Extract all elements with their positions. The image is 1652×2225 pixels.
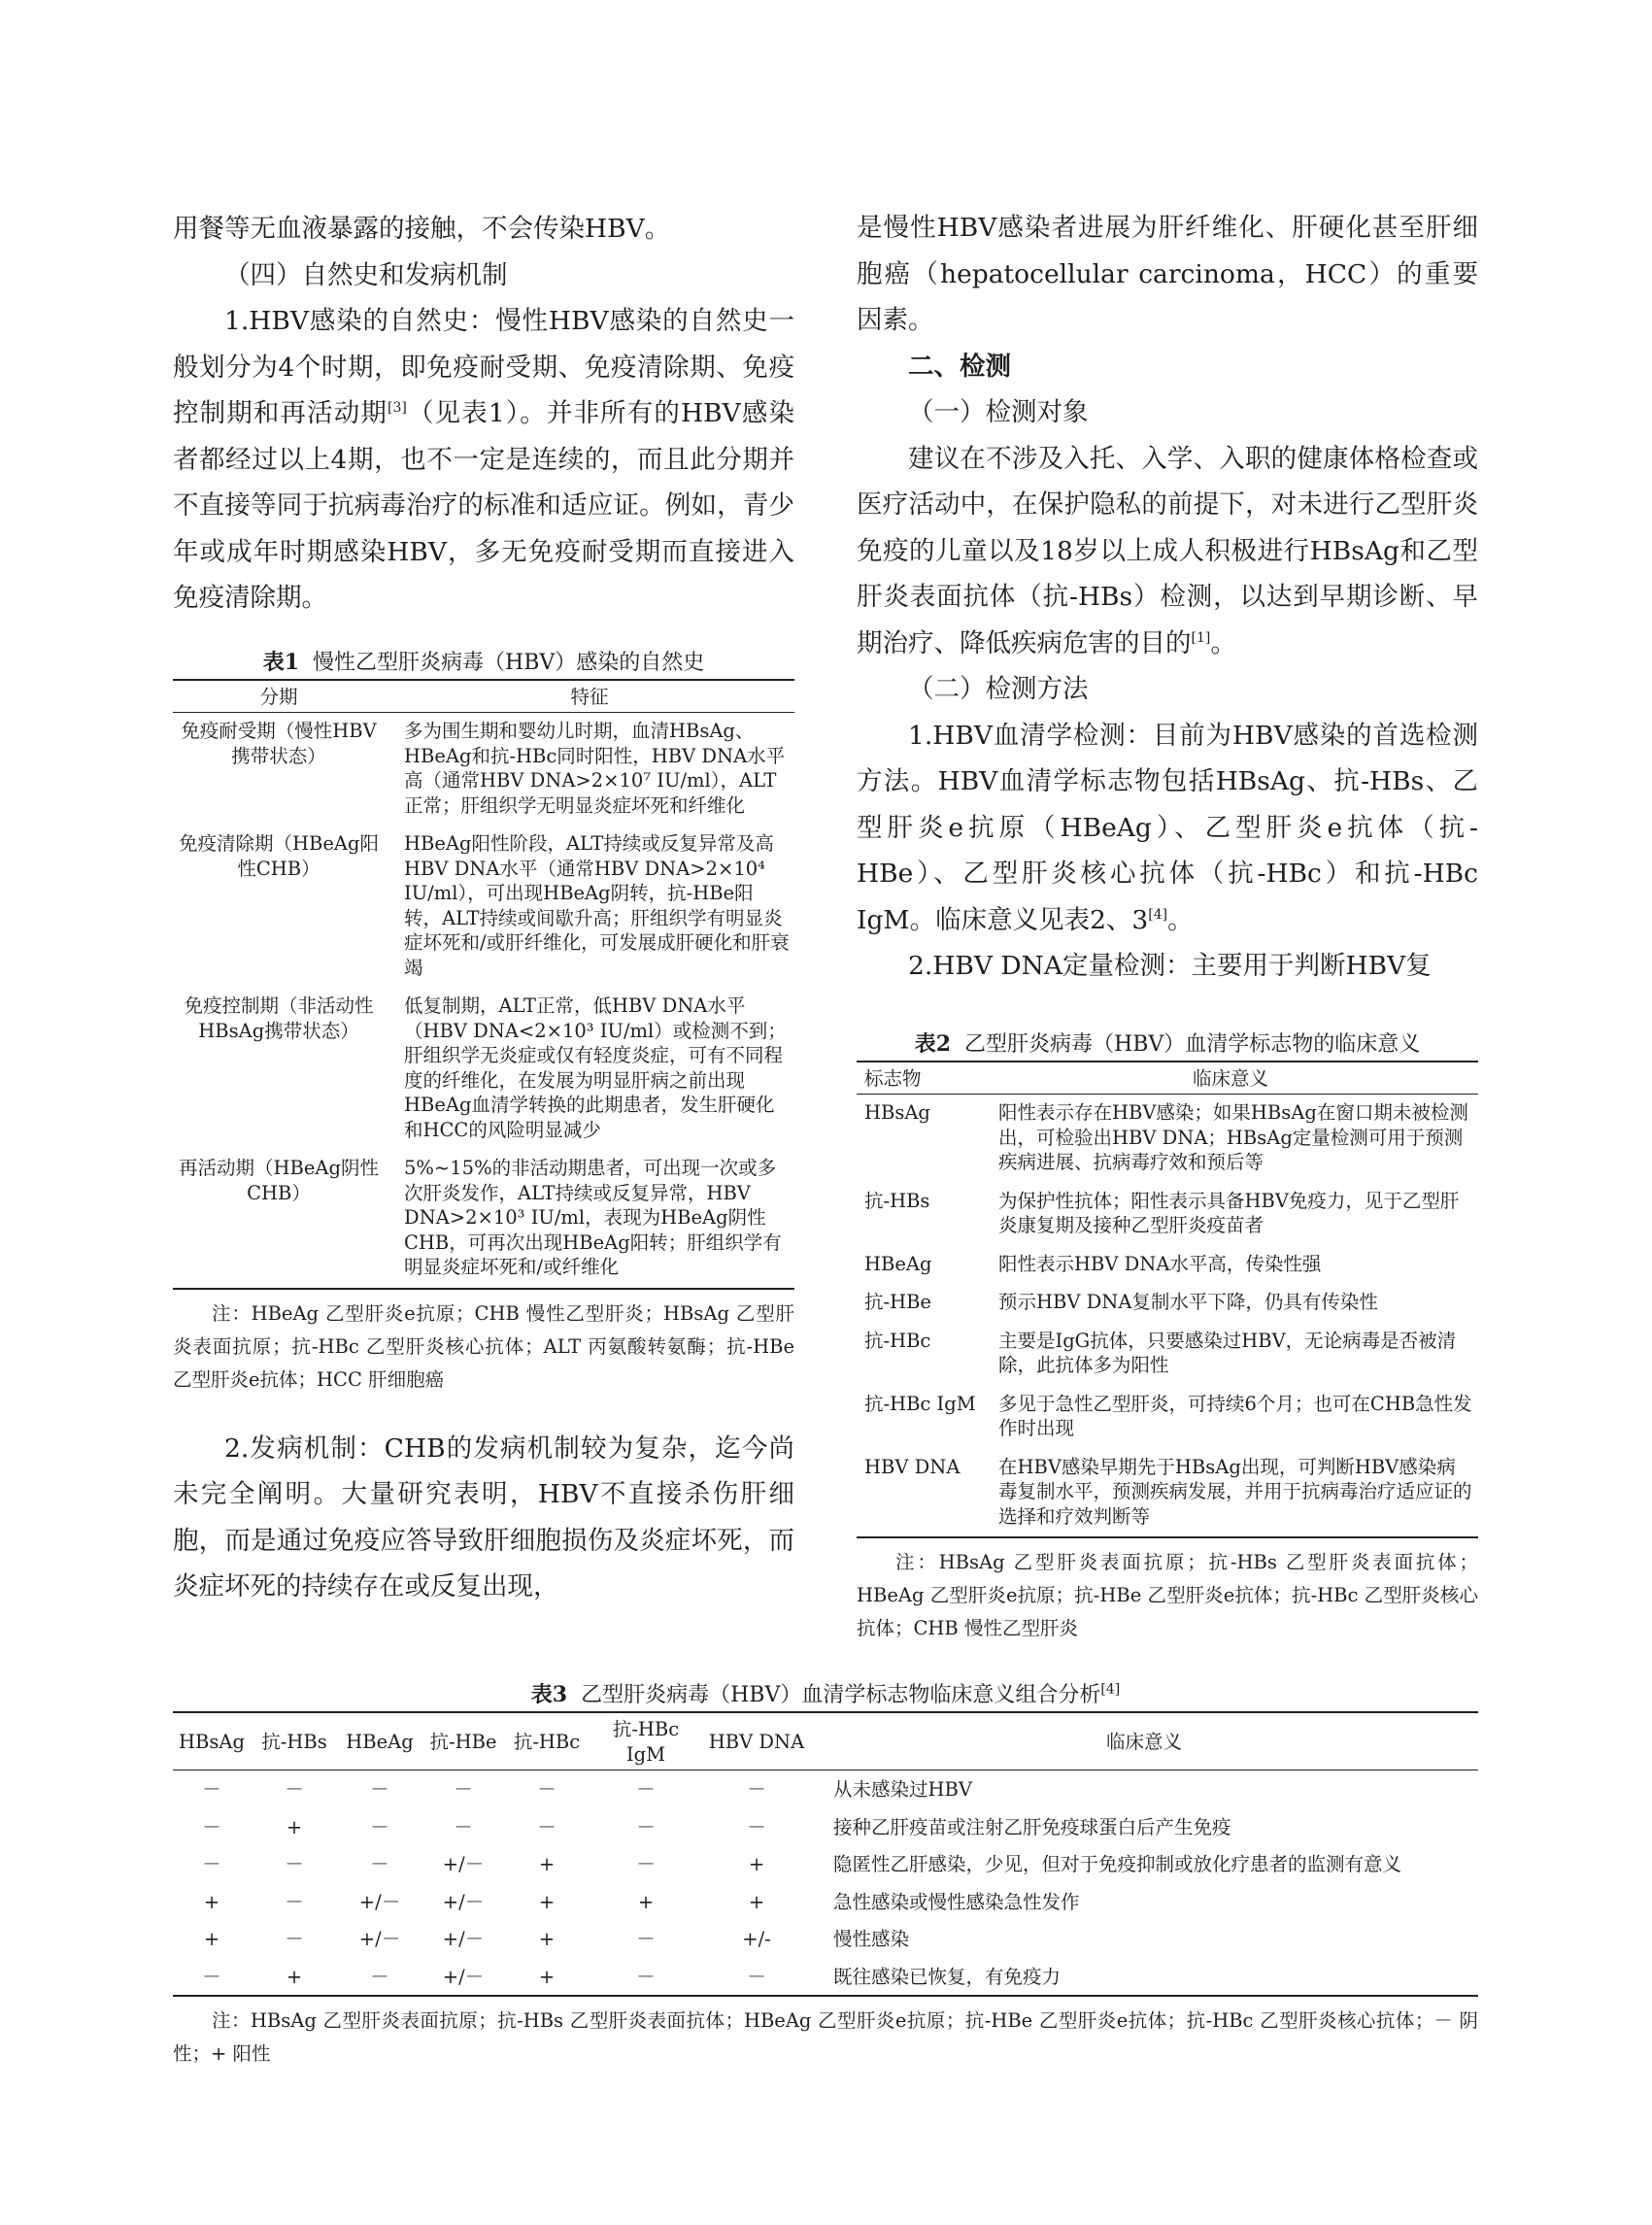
paragraph-natural-history xyxy=(173,298,794,622)
table-3-note: 注：HBsAg 乙型肝炎表面抗原；抗-HBs 乙型肝炎表面抗体；HBeAg 乙型肝炎e抗原；抗-HBe 乙型肝炎e抗体；抗-HBc 乙型肝炎核心抗体；－ 阴性；+ 阳性 xyxy=(173,2009,1478,2065)
table-row xyxy=(173,1958,1478,1997)
table-header-cell: 临床意义 xyxy=(983,1062,1478,1095)
table-row xyxy=(173,1920,1478,1958)
table-cell-feature: 5%~15%的非活动期患者，可出现一次或多次肝炎发作，ALT持续或反复异常，HBV DNA>2×10³ IU/ml，表现为HBeAg阴性CHB，可再次出现HBeAg阳转；肝组织学有明显炎症坏死和/或纤维化 xyxy=(385,1150,794,1289)
table-row xyxy=(857,1095,1478,1183)
table-cell: +/- xyxy=(742,1928,771,1950)
table-cell: － xyxy=(636,1815,656,1838)
paragraph-pathogenesis: 2.发病机制：CHB的发病机制较为复杂，迄今尚未完全阐明。大量研究表明，HBV不直接杀伤肝细胞，而是通过免疫应答导致肝细胞损伤及炎症坏死，而炎症坏死的持续存在或反复出现， xyxy=(173,1433,794,1601)
table-row xyxy=(857,1449,1478,1538)
table-cell: + xyxy=(637,1890,655,1913)
serology-text-tail: 。 xyxy=(1167,904,1194,935)
table-cell: +/－ xyxy=(442,1853,485,1875)
citation-ref: [3] xyxy=(388,400,407,417)
table-cell: － xyxy=(338,1958,421,1997)
table-cell-meaning: 预示HBV DNA复制水平下降，仍具有传染性 xyxy=(998,1291,1378,1313)
table-cell: － xyxy=(285,1928,304,1950)
table-cell: － xyxy=(747,1815,766,1838)
table-row xyxy=(857,1246,1478,1285)
table-cell-phase: 再活动期（HBeAg阴性CHB） xyxy=(173,1150,385,1289)
table-cell-marker: 抗-HBe xyxy=(864,1291,931,1313)
table-cell: +/－ xyxy=(442,1928,485,1950)
table-2-title: 乙型肝炎病毒（HBV）血清学标志物的临床意义 xyxy=(964,1031,1421,1057)
table-3 xyxy=(173,1679,1478,2071)
table-cell-meaning: 从未感染过HBV xyxy=(833,1778,972,1801)
table-cell: + xyxy=(203,1890,220,1913)
table-row xyxy=(173,1770,1478,1808)
table-cell: + xyxy=(748,1890,765,1913)
table-cell: － xyxy=(370,1853,389,1875)
table-cell: － xyxy=(202,1815,221,1838)
table-header-cell: HBeAg xyxy=(338,1712,421,1770)
table-row xyxy=(173,826,794,988)
table-cell: － xyxy=(454,1815,473,1838)
table-cell-marker: HBsAg xyxy=(864,1101,930,1124)
table-1-grid xyxy=(173,679,794,1290)
table-cell-meaning: 急性感染或慢性感染急性发作 xyxy=(833,1890,1080,1913)
table-cell: － xyxy=(747,1778,766,1801)
citation-ref: [4] xyxy=(1100,1681,1121,1698)
table-header-cell: 特征 xyxy=(385,680,794,713)
table-header-cell: 抗-HBc IgM xyxy=(589,1712,703,1770)
table-cell-meaning: 为保护性抗体；阳性表示具备HBV免疫力，见于乙型肝炎康复期及接种乙型肝炎疫苗者 xyxy=(998,1189,1460,1236)
table-cell: － xyxy=(589,1958,703,1997)
table-header-row xyxy=(173,1712,1478,1770)
table-1 xyxy=(173,647,794,1397)
citation-ref: [4] xyxy=(1148,906,1168,923)
table-row xyxy=(857,1284,1478,1323)
table-cell: － xyxy=(454,1778,473,1801)
table-cell: － xyxy=(537,1815,556,1838)
table-3-caption xyxy=(173,1679,1478,1711)
table-cell-marker: 抗-HBc xyxy=(864,1329,931,1352)
table-2-grid xyxy=(857,1061,1478,1539)
table-cell: +/－ xyxy=(421,1958,505,1997)
table-cell-phase: 免疫耐受期（慢性HBV携带状态） xyxy=(181,720,377,767)
table-cell-meaning: 慢性感染 xyxy=(833,1928,910,1950)
table-1-title: 慢性乙型肝炎病毒（HBV）感染的自然史 xyxy=(313,650,705,675)
table-cell: +/－ xyxy=(358,1928,401,1950)
table-cell-meaning: 阳性表示HBV DNA水平高，传染性强 xyxy=(998,1252,1322,1275)
serology-text: 1.HBV血清学检测：目前为HBV感染的首选检测方法。HBV血清学标志物包括HBsAg、抗-HBs、乙型肝炎e抗原（HBeAg）、乙型肝炎e抗体（抗-HBe）、乙型肝炎核心抗体（抗-HBc）和抗-HBc IgM。临床意义见表2、3 xyxy=(857,720,1478,935)
table-1-label: 表1 xyxy=(262,649,300,675)
paragraph-serology xyxy=(857,713,1478,944)
table-cell: － xyxy=(636,1853,656,1875)
table-cell: － xyxy=(202,1778,221,1801)
table-cell-meaning: 在HBV感染早期先于HBsAg出现，可判断HBV感染病毒复制水平，预测疾病发展，并用于抗病毒治疗适应证的选择和疗效判断等 xyxy=(983,1449,1478,1538)
paragraph-dna: 2.HBV DNA定量检测：主要用于判断HBV复 xyxy=(908,951,1432,981)
targets-text-tail: 。 xyxy=(1210,627,1236,658)
table-cell-phase: 免疫清除期（HBeAg阳性CHB） xyxy=(179,832,379,880)
table-2-note: 注：HBsAg 乙型肝炎表面抗原；抗-HBs 乙型肝炎表面抗体；HBeAg 乙型肝炎e抗原；抗-HBe 乙型肝炎e抗体；抗-HBc 乙型肝炎核心抗体；CHB 慢性乙型肝炎 xyxy=(857,1551,1478,1639)
table-cell-phase: 免疫控制期（非活动性HBsAg携带状态） xyxy=(184,995,374,1042)
table-3-grid xyxy=(173,1711,1478,1997)
table-row xyxy=(173,1845,1478,1883)
table-header-row xyxy=(857,1062,1478,1095)
table-cell-meaning: 隐匿性乙肝感染，少见，但对于免疫抑制或放化疗患者的监测有意义 xyxy=(833,1853,1402,1875)
table-cell: + xyxy=(748,1853,765,1875)
paragraph-targets xyxy=(857,436,1478,667)
table-cell: － xyxy=(370,1778,389,1801)
table-header-cell: 抗-HBc xyxy=(505,1712,589,1770)
table-header-cell: 抗-HBe xyxy=(421,1712,505,1770)
table-cell: － xyxy=(285,1853,304,1875)
table-cell-feature: 多为围生期和婴幼儿时期，血清HBsAg、HBeAg和抗-HBc同时阳性，HBV DNA水平高（通常HBV DNA>2×10⁷ IU/ml），ALT正常；肝组织学无明显炎症坏死和纤维化 xyxy=(404,720,786,817)
table-cell: － xyxy=(173,1958,251,1997)
table-row xyxy=(173,1808,1478,1846)
table-header-cell: HBsAg xyxy=(173,1712,251,1770)
table-cell: + xyxy=(505,1958,589,1997)
table-3-label: 表3 xyxy=(530,1682,568,1707)
table-cell-marker: HBV DNA xyxy=(857,1449,983,1538)
table-cell: － xyxy=(537,1778,556,1801)
table-cell-meaning: 既往感染已恢复，有免疫力 xyxy=(810,1958,1478,1997)
table-header-cell: 临床意义 xyxy=(810,1712,1478,1770)
table-cell: +/－ xyxy=(442,1890,485,1913)
table-row xyxy=(173,713,794,826)
table-cell: － xyxy=(703,1958,810,1997)
subsection-heading-methods: （二）检测方法 xyxy=(908,674,1089,704)
table-cell: － xyxy=(285,1890,304,1913)
table-cell: + xyxy=(203,1928,220,1950)
left-column xyxy=(173,206,794,1610)
subsection-heading-targets: （一）检测对象 xyxy=(908,397,1089,427)
table-row xyxy=(173,1883,1478,1921)
table-2 xyxy=(857,1028,1478,1646)
table-cell: － xyxy=(636,1778,656,1801)
right-column xyxy=(857,206,1478,1645)
table-cell: － xyxy=(370,1815,389,1838)
table-header-cell: 分期 xyxy=(173,680,385,713)
natural-history-text: 1.HBV感染的自然史：慢性HBV感染的自然史一般划分为4个时期，即免疫耐受期、免疫清除期、免疫控制期和再活动期 xyxy=(173,306,794,428)
table-header-cell: 抗-HBs xyxy=(251,1712,338,1770)
paragraph-transmission-end: 用餐等无血液暴露的接触，不会传染HBV。 xyxy=(173,214,671,244)
table-row xyxy=(173,988,794,1150)
section-heading-natural-history: （四）自然史和发病机制 xyxy=(224,259,508,290)
table-row xyxy=(857,1323,1478,1386)
table-cell: + xyxy=(251,1958,338,1997)
citation-ref: [1] xyxy=(1191,629,1211,646)
natural-history-text-tail: （见表1）。并非所有的HBV感染者都经过以上4期，也不一定是连续的，而且此分期并不直接等同于抗病毒治疗的标准和适应证。例如，青少年或成年时期感染HBV，多无免疫耐受期而直接进入免疫清除期。 xyxy=(173,398,794,613)
table-row xyxy=(857,1386,1478,1449)
table-cell: + xyxy=(538,1928,556,1950)
table-2-caption xyxy=(857,1028,1478,1061)
table-cell-marker: 抗-HBs xyxy=(864,1189,930,1212)
table-cell: + xyxy=(538,1890,556,1913)
table-cell: +/－ xyxy=(358,1890,401,1913)
table-row xyxy=(173,1150,794,1289)
table-cell-marker: 抗-HBc IgM xyxy=(864,1392,976,1415)
table-cell: － xyxy=(636,1928,656,1950)
table-cell-meaning: 多见于急性乙型肝炎，可持续6个月；也可在CHB急性发作时出现 xyxy=(998,1392,1472,1439)
table-cell-meaning: 主要是IgG抗体，只要感染过HBV，无论病毒是否被清除，此抗体多为阳性 xyxy=(998,1329,1457,1376)
section-heading-detection: 二、检测 xyxy=(908,351,1011,382)
table-1-note: 注：HBeAg 乙型肝炎e抗原；CHB 慢性乙型肝炎；HBsAg 乙型肝炎表面抗原；抗-HBc 乙型肝炎核心抗体；ALT 丙氨酸转氨酶；抗-HBe 乙型肝炎e抗体；HCC 肝细胞癌 xyxy=(173,1301,794,1391)
table-header-cell: 标志物 xyxy=(857,1062,983,1095)
table-row xyxy=(857,1183,1478,1246)
table-header-cell: HBV DNA xyxy=(703,1712,810,1770)
table-cell: + xyxy=(538,1853,556,1875)
table-2-label: 表2 xyxy=(914,1030,952,1057)
table-cell-meaning: 阳性表示存在HBV感染；如果HBsAg在窗口期未被检测出，可检验出HBV DNA；HBsAg定量检测可用于预测疾病进展、抗病毒疗效和预后等 xyxy=(998,1101,1468,1173)
table-cell-meaning: 接种乙肝疫苗或注射乙肝免疫球蛋白后产生免疫 xyxy=(833,1815,1231,1838)
table-cell-marker: HBeAg xyxy=(864,1252,932,1275)
table-cell: － xyxy=(285,1778,304,1801)
table-cell: － xyxy=(202,1853,221,1875)
table-3-title: 乙型肝炎病毒（HBV）血清学标志物临床意义组合分析 xyxy=(581,1683,1101,1707)
paragraph-hcc-factor: 是慢性HBV感染者进展为肝纤维化、肝硬化甚至肝细胞癌（hepatocellular carcinoma，HCC）的重要因素。 xyxy=(857,213,1478,335)
table-header-row xyxy=(173,680,794,713)
table-1-caption xyxy=(173,647,794,679)
table-cell-feature: HBeAg阳性阶段，ALT持续或反复异常及高HBV DNA水平（通常HBV DNA>2×10⁴ IU/ml），可出现HBeAg阴转，抗-HBe阳转，ALT持续或间歇升高；肝组织学有明显炎症坏死和/或肝纤维化，可发展成肝硬化和肝衰竭 xyxy=(404,832,790,979)
targets-text: 建议在不涉及入托、入学、入职的健康体格检查或医疗活动中，在保护隐私的前提下，对未进行乙型肝炎免疫的儿童以及18岁以上成人积极进行HBsAg和乙型肝炎表面抗体（抗-HBs）检测，以达到早期诊断、早期治疗、降低疾病危害的目的 xyxy=(857,443,1478,658)
table-cell-feature: 低复制期，ALT正常，低HBV DNA水平（HBV DNA<2×10³ IU/ml）或检测不到；肝组织学无炎症或仅有轻度炎症，可有不同程度的纤维化，在发展为明显肝病之前出现HBeAg血清学转换的此期患者，发生肝硬化和HCC的风险明显减少 xyxy=(404,995,787,1141)
table-cell: + xyxy=(286,1815,303,1838)
